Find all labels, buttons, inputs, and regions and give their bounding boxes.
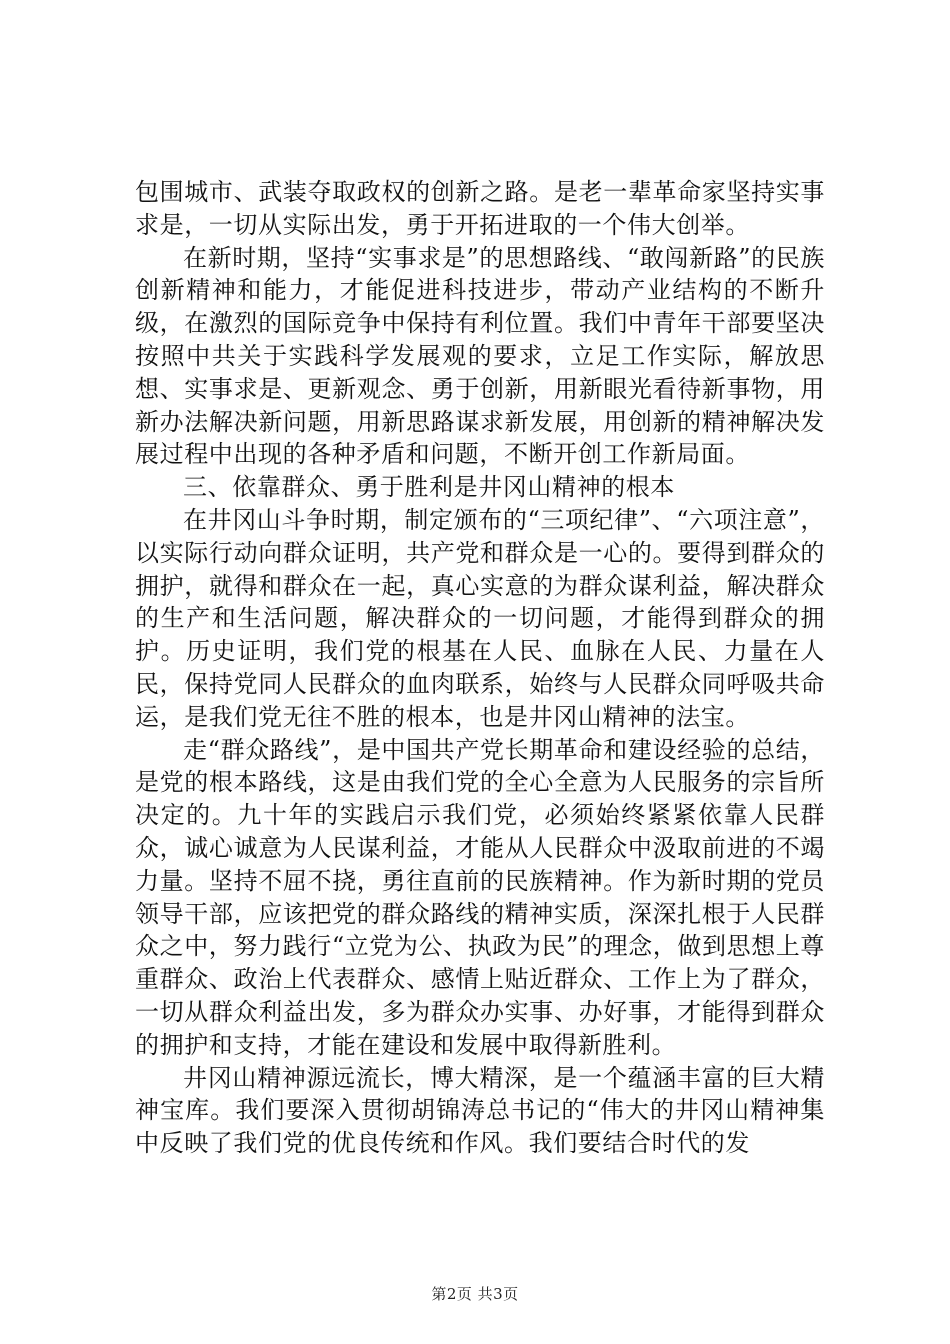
document-body: [135, 176, 825, 1160]
section-heading: 三、依靠群众、勇于胜利是井冈山精神的根本: [183, 473, 675, 502]
page-footer: 第2页 共3页: [431, 1285, 519, 1303]
paragraph-jinggangshan-struggle: 在井冈山斗争时期，制定颁布的“三项纪律”、“六项注意”，以实际行动向群众证明，共产党和群众是一心的。要得到群众的拥护，就得和群众在一起，真心实意的为群众谋利益，解决群众的生产和生活问题，解决群众的一切问题，才能得到群众的拥护。历史证明，我们党的根基在人民、血脉在人民、力量在人民，保持党同人民群众的血肉联系，始终与人民群众同呼吸共命运，是我们党无往不胜的根本，也是井冈山精神的法宝。: [135, 505, 825, 731]
paragraph-spirit-treasure: 井冈山精神源远流长，博大精深，是一个蕴涵丰富的巨大精神宝库。我们要深入贯彻胡锦涛总书记的“伟大的井冈山精神集中反映了我们党的优良传统和作风。我们要结合时代的发: [135, 1063, 825, 1158]
paragraph-new-era: 在新时期，坚持“实事求是”的思想路线、“敢闯新路”的民族创新精神和能力，才能促进科技进步，带动产业结构的不断升级，在激烈的国际竞争中保持有利位置。我们中青年干部要坚决按照中共关于实践科学发展观的要求，立足工作实际，解放思想、实事求是、更新观念、勇于创新，用新眼光看待新事物，用新办法解决新问题，用新思路谋求新发展，用创新的精神解决发展过程中出现的各种矛盾和问题，不断开创工作新局面。: [135, 243, 825, 469]
paragraph-continuation: 包围城市、武装夺取政权的创新之路。是老一辈革命家坚持实事求是，一切从实际出发，勇于开拓进取的一个伟大创举。: [135, 178, 825, 239]
paragraph-mass-line: 走“群众路线”，是中国共产党长期革命和建设经验的总结，是党的根本路线，这是由我们党的全心全意为人民服务的宗旨所决定的。九十年的实践启示我们党，必须始终紧紧依靠人民群众，诚心诚意为人民谋利益，才能从人民群众中汲取前进的不竭力量。坚持不屈不挠，勇往直前的民族精神。作为新时期的党员领导干部，应该把党的群众路线的精神实质，深深扎根于人民群众之中，努力践行“立党为公、执政为民”的理念，做到思想上尊重群众、政治上代表群众、感情上贴近群众、工作上为了群众，一切从群众利益出发，多为群众办实事、办好事，才能得到群众的拥护和支持，才能在建设和发展中取得新胜利。: [135, 735, 825, 1059]
